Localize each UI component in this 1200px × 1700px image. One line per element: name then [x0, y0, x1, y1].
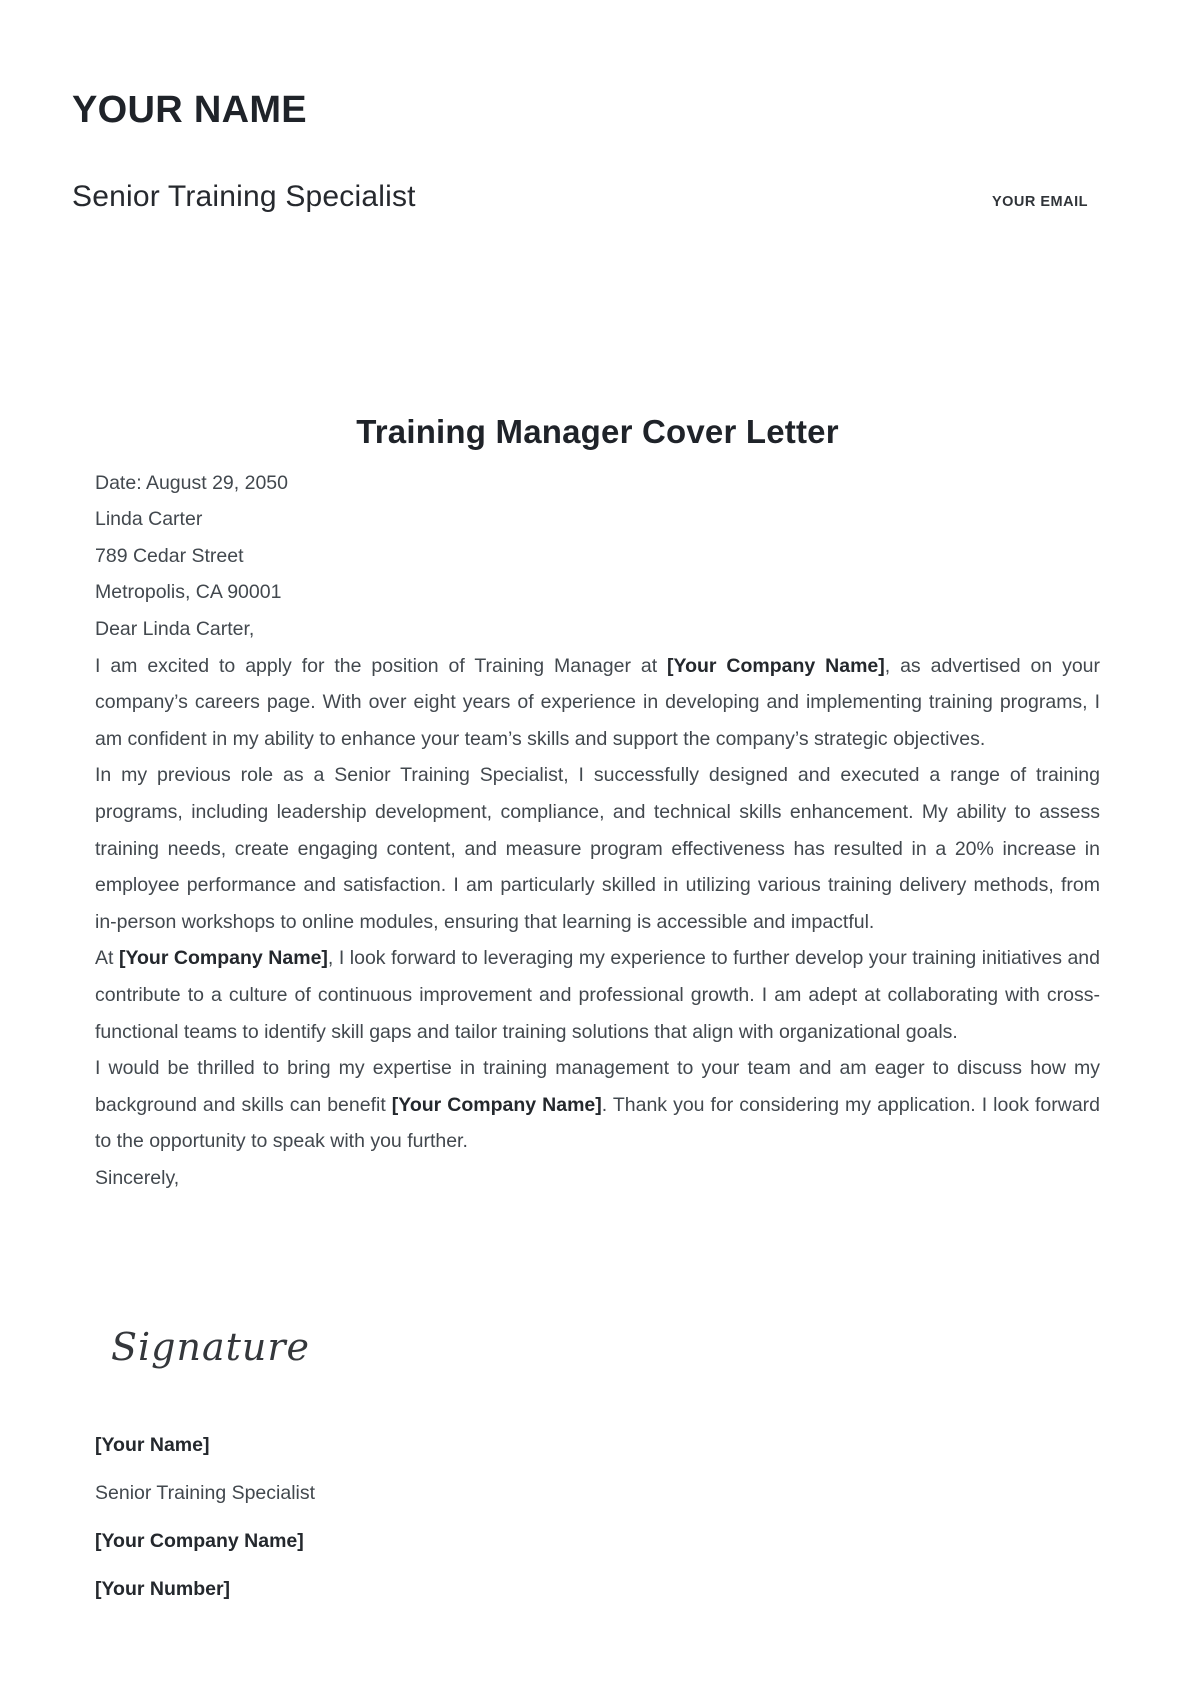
paragraph-text: Sincerely,: [95, 1166, 180, 1189]
letter-paragraph: [95, 1160, 1100, 1197]
paragraph-text: . Thank you for considering my application. I look forward to the opportunity to speak with you further.: [95, 1093, 1101, 1153]
letter-paragraph: [95, 1050, 1100, 1160]
letter-paragraph: [95, 757, 1100, 940]
signoff-block: [95, 1434, 1100, 1600]
paragraph-text: At: [95, 947, 119, 970]
signoff-line: [Your Company Name]: [95, 1530, 304, 1553]
paragraph-text: I would be thrilled to bring my expertise in training management to your team and am eager to discuss how my background and skills can benefit: [95, 1057, 1100, 1116]
intro-line: Metropolis, CA 90001: [95, 581, 282, 604]
intro-line: 789 Cedar Street: [95, 544, 244, 567]
header-name: YOUR NAME: [72, 89, 307, 131]
header-role-title: Senior Training Specialist: [72, 179, 416, 213]
intro-line: Date: August 29, 2050: [95, 471, 288, 494]
intro-line: Dear Linda Carter,: [95, 617, 255, 640]
signature-script: Signature: [111, 1325, 311, 1370]
header-row: [72, 178, 1088, 216]
company-name-placeholder: [Your Company Name]: [118, 947, 328, 970]
signoff-line: [Your Name]: [95, 1434, 210, 1457]
letter-body: [95, 411, 1100, 1601]
signoff-line: [Your Number]: [95, 1578, 231, 1601]
paragraph-text: I am excited to apply for the position of Training Manager at: [95, 654, 668, 677]
letter-title: Training Manager Cover Letter: [356, 412, 839, 450]
header-email-label: YOUR EMAIL: [991, 193, 1088, 210]
company-name-placeholder: [Your Company Name]: [667, 654, 885, 677]
letterhead: [0, 0, 1200, 216]
signoff-line: Senior Training Specialist: [95, 1482, 316, 1505]
paragraph-text: , as advertised on your company’s careers page. With over eight years of experience in developing and implementing training programs, I am confident in my ability to enhance your team’s skills and support the company’s strategic objectives.: [95, 654, 1101, 750]
paragraph-text: , I look forward to leveraging my experience to further develop your training initiatives and contribute to a culture of continuous improvement and professional growth. I am adept at collaborating with cross-functional teams to identify skill gaps and tailor training solutions that align with organizational goals.: [95, 947, 1100, 1043]
letter-paragraph: [95, 940, 1100, 1050]
letter-paragraphs: [95, 648, 1100, 1197]
letter-paragraph: [95, 648, 1100, 758]
letter-intro: [95, 465, 1100, 648]
paragraph-text: In my previous role as a Senior Training Specialist, I successfully designed and executed a range of training programs, including leadership development, compliance, and technical skills enhancement. My ability to assess training needs, create engaging content, and measure program effectiveness has resulted in a 20% increase in employee performance and satisfaction. I am particularly skilled in utilizing various training delivery methods, from in-person workshops to online modules, ensuring that learning is accessible and impactful.: [95, 764, 1100, 933]
company-name-placeholder: [Your Company Name]: [391, 1093, 602, 1116]
intro-line: Linda Carter: [95, 508, 203, 531]
